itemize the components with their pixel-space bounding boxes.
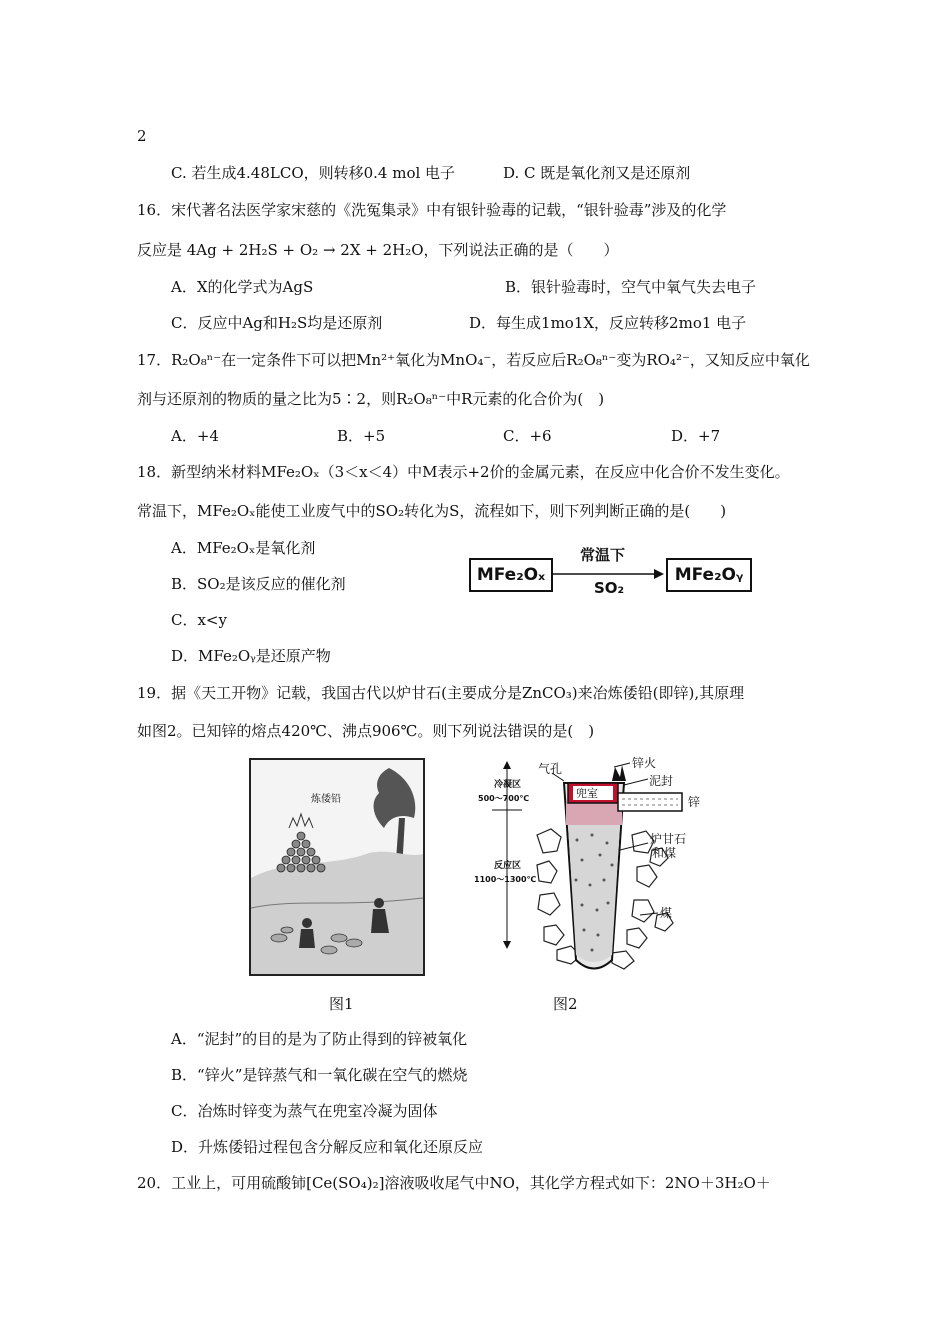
q16-option-a: A．X的化学式为AgS <box>171 278 314 296</box>
q18-option-a: A．MFe₂Oₓ是氧化剂 <box>171 539 316 557</box>
q19-option-d: D．升炼倭铅过程包含分解反应和氧化还原反应 <box>171 1138 484 1156</box>
q17-option-c: C．+6 <box>503 427 552 445</box>
q15-option-c: C. 若生成4.48LCO，则转移0.4 mol 电子 <box>171 164 456 182</box>
q19-option-c: C．冶炼时锌变为蒸气在兜室冷凝为固体 <box>171 1102 438 1120</box>
flow-box-left: MFe₂Oₓ <box>469 558 553 592</box>
figure1-illustration <box>249 758 425 976</box>
label-air-hole: 气孔 <box>538 762 563 776</box>
q16-option-d: D．每生成1mo1X，反应转移2mo1 电子 <box>469 314 747 332</box>
label-mud-seal: 泥封 <box>649 774 674 788</box>
q18-option-b: B．SO₂是该反应的催化剂 <box>171 575 346 593</box>
label-cond-temp: 500～700℃ <box>478 794 530 803</box>
q17-option-b: B．+5 <box>337 427 386 445</box>
q16-stem-line1: 16．宋代著名法医学家宋慈的《洗冤集录》中有银针验毒的记载，“银针验毒”涉及的化学 <box>137 201 727 219</box>
q16-option-b: B．银针验毒时，空气中氧气失去电子 <box>505 278 757 296</box>
label-calamine: 炉甘石 <box>650 832 687 846</box>
q17-stem-line2: 剂与还原剂的物质的量之比为5∶2，则R₂O₈ⁿ⁻中R元素的化合价为( ) <box>137 390 605 408</box>
q16-stem-line2: 反应是 4Ag + 2H₂S + O₂ → 2X + 2H₂O，下列说法正确的是（ ） <box>137 241 619 259</box>
page-fragment-number: 2 <box>137 127 147 145</box>
label-react-temp: 1100～1300℃ <box>474 875 537 884</box>
q19-option-b: B．“锌火”是锌蒸气和一氧化碳在空气的燃烧 <box>171 1066 468 1084</box>
q17-option-a: A．+4 <box>171 427 219 445</box>
figure2-caption: 图2 <box>553 995 578 1013</box>
flow-box-right: MFe₂Oᵧ <box>666 558 752 592</box>
label-cond-zone: 冷凝区 <box>494 780 522 790</box>
label-zinc: 锌 <box>688 795 701 809</box>
label-chamber: 兜室 <box>576 787 598 800</box>
q19-stem-line1: 19．据《天工开物》记载，我国古代以炉甘石(主要成分是ZnCO₃)来冶炼倭铅(即锌),其原理 <box>137 684 745 702</box>
q17-stem-line1: 17．R₂O₈ⁿ⁻在一定条件下可以把Mn²⁺氧化为MnO₄⁻，若反应后R₂O₈ⁿ⁻变为RO₄²⁻，又知反应中氧化 <box>137 351 810 369</box>
flow-arrow-top-label: 常温下 <box>580 546 626 564</box>
label-zinc-fire: 锌火 <box>632 756 657 770</box>
q20-stem-line1: 20．工业上，可用硫酸铈[Ce(SO₄)₂]溶液吸收尾气中NO，其化学方程式如下：2NO＋3H₂O＋ <box>137 1174 771 1192</box>
flow-arrow-bottom-label: SO₂ <box>594 579 625 597</box>
figure2-furnace-diagram <box>452 755 712 980</box>
q19-stem-line2: 如图2。已知锌的熔点420℃、沸点906℃。则下列说法错误的是( ) <box>137 722 595 740</box>
figure1-caption: 图1 <box>329 995 354 1013</box>
q18-option-c: C．x<y <box>171 611 227 629</box>
q18-stem-line2: 常温下，MFe₂Oₓ能使工业废气中的SO₂转化为S，流程如下，则下列判断正确的是( ) <box>137 502 727 520</box>
q19-option-a: A．“泥封”的目的是为了防止得到的锌被氧化 <box>171 1030 468 1048</box>
label-coal: 煤 <box>660 906 673 920</box>
q17-option-d: D．+7 <box>671 427 721 445</box>
label-react-zone: 反应区 <box>494 861 522 871</box>
figure1-title: 炼倭铅 <box>311 794 341 805</box>
q15-option-d: D. C 既是氧化剂又是还原剂 <box>503 164 691 182</box>
q16-option-c: C．反应中Ag和H₂S均是还原剂 <box>171 314 383 332</box>
label-and-coal: 和煤 <box>652 846 677 860</box>
q18-stem-line1: 18．新型纳米材料MFe₂Oₓ（3＜x＜4）中M表示+2价的金属元素，在反应中化合价不发生变化。 <box>137 463 790 481</box>
q18-option-d: D．MFe₂Oᵧ是还原产物 <box>171 647 331 665</box>
